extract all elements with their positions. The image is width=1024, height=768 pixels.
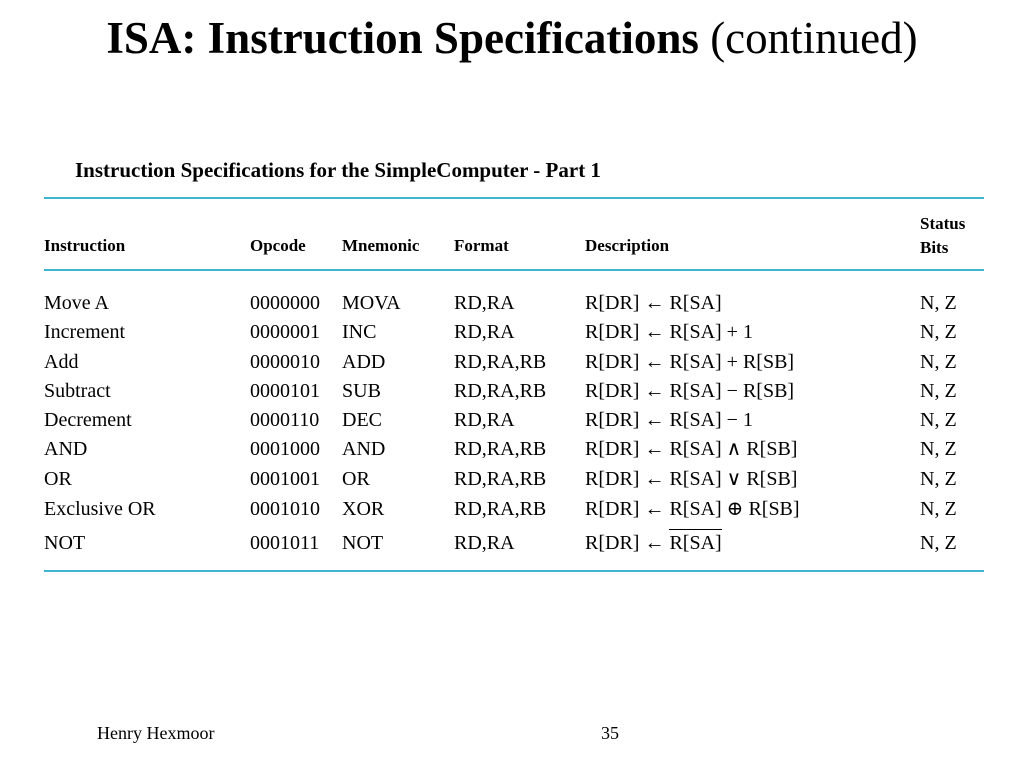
header-description: Description bbox=[585, 236, 670, 255]
footer-author: Henry Hexmoor bbox=[97, 723, 215, 743]
row-description-destination: R[DR] bbox=[585, 438, 640, 460]
row-format: RD,RA,RB bbox=[454, 351, 547, 373]
row-description bbox=[585, 291, 722, 315]
row-description-expression: R[SA] bbox=[669, 529, 721, 555]
row-opcode: 0001011 bbox=[250, 532, 320, 554]
row-status-bits: N, Z bbox=[920, 409, 957, 431]
row-instruction: Move A bbox=[44, 292, 109, 314]
assign-arrow-icon: ← bbox=[644, 468, 665, 490]
row-instruction: Increment bbox=[44, 321, 126, 343]
row-description-destination: R[DR] bbox=[585, 351, 640, 373]
row-status-bits: N, Z bbox=[920, 380, 957, 402]
row-description-destination: R[DR] bbox=[585, 292, 640, 314]
row-description-destination: R[DR] bbox=[585, 532, 640, 554]
header-status-line2: Bits bbox=[920, 238, 949, 257]
row-format: RD,RA,RB bbox=[454, 498, 547, 520]
row-instruction: Subtract bbox=[44, 380, 111, 402]
row-opcode: 0001010 bbox=[250, 498, 320, 520]
row-description-expression: R[SA] + R[SB] bbox=[669, 351, 795, 373]
assign-arrow-icon: ← bbox=[644, 321, 665, 343]
table-caption: Instruction Specifications for the SimpleComputer - Part 1 bbox=[75, 158, 601, 182]
row-status-bits: N, Z bbox=[920, 292, 957, 314]
row-instruction: Add bbox=[44, 351, 79, 373]
row-description-expression: R[SA] ∧ R[SB] bbox=[669, 438, 798, 460]
row-opcode: 0000000 bbox=[250, 292, 320, 314]
row-description-destination: R[DR] bbox=[585, 321, 640, 343]
row-description bbox=[585, 531, 722, 555]
row-description bbox=[585, 467, 797, 491]
row-opcode: 0001000 bbox=[250, 438, 320, 460]
row-opcode: 0000101 bbox=[250, 380, 320, 402]
row-status-bits: N, Z bbox=[920, 438, 957, 460]
slide-title-main: ISA: Instruction Specifications bbox=[106, 13, 699, 63]
header-format: Format bbox=[454, 236, 509, 255]
row-opcode: 0001001 bbox=[250, 468, 320, 490]
row-format: RD,RA,RB bbox=[454, 438, 547, 460]
assign-arrow-icon: ← bbox=[644, 292, 665, 314]
row-description-expression: R[SA] ∨ R[SB] bbox=[669, 468, 798, 490]
row-mnemonic: XOR bbox=[342, 498, 385, 520]
header-status-bits bbox=[920, 212, 965, 260]
row-description-destination: R[DR] bbox=[585, 468, 640, 490]
row-instruction: AND bbox=[44, 438, 88, 460]
header-mnemonic: Mnemonic bbox=[342, 236, 420, 255]
row-instruction: Decrement bbox=[44, 409, 132, 431]
row-description bbox=[585, 408, 753, 432]
row-instruction: NOT bbox=[44, 532, 86, 554]
row-description-destination: R[DR] bbox=[585, 380, 640, 402]
row-description-destination: R[DR] bbox=[585, 409, 640, 431]
table-header-rule bbox=[44, 269, 984, 271]
row-instruction: Exclusive OR bbox=[44, 498, 156, 520]
row-mnemonic: SUB bbox=[342, 380, 381, 402]
row-mnemonic: INC bbox=[342, 321, 377, 343]
row-format: RD,RA bbox=[454, 532, 515, 554]
row-mnemonic: DEC bbox=[342, 409, 382, 431]
row-status-bits: N, Z bbox=[920, 532, 957, 554]
assign-arrow-icon: ← bbox=[644, 380, 665, 402]
row-format: RD,RA bbox=[454, 321, 515, 343]
row-opcode: 0000001 bbox=[250, 321, 320, 343]
header-opcode: Opcode bbox=[250, 236, 306, 255]
row-format: RD,RA,RB bbox=[454, 380, 547, 402]
row-instruction: OR bbox=[44, 468, 72, 490]
row-status-bits: N, Z bbox=[920, 351, 957, 373]
row-status-bits: N, Z bbox=[920, 498, 957, 520]
row-mnemonic: OR bbox=[342, 468, 370, 490]
row-status-bits: N, Z bbox=[920, 321, 957, 343]
assign-arrow-icon: ← bbox=[644, 438, 665, 460]
page-number: 35 bbox=[601, 723, 619, 743]
slide-title-suffix: (continued) bbox=[698, 13, 918, 63]
row-description-expression: R[SA] + 1 bbox=[669, 321, 753, 343]
header-status-line1: Status bbox=[920, 214, 966, 233]
row-description-expression: R[SA] − R[SB] bbox=[669, 380, 795, 402]
row-opcode: 0000010 bbox=[250, 351, 320, 373]
row-description bbox=[585, 437, 797, 461]
row-format: RD,RA,RB bbox=[454, 468, 547, 490]
row-mnemonic: ADD bbox=[342, 351, 386, 373]
row-description-expression: R[SA] ⊕ R[SB] bbox=[669, 498, 800, 520]
row-description bbox=[585, 497, 800, 521]
row-description-destination: R[DR] bbox=[585, 498, 640, 520]
row-description-expression: R[SA] − 1 bbox=[669, 409, 753, 431]
assign-arrow-icon: ← bbox=[644, 351, 665, 373]
table-bottom-rule bbox=[44, 570, 984, 572]
table-top-rule bbox=[44, 197, 984, 199]
row-description-expression: R[SA] bbox=[669, 292, 722, 314]
row-mnemonic: MOVA bbox=[342, 292, 401, 314]
header-instruction: Instruction bbox=[44, 236, 126, 255]
row-format: RD,RA bbox=[454, 292, 515, 314]
row-mnemonic: NOT bbox=[342, 532, 384, 554]
row-mnemonic: AND bbox=[342, 438, 386, 460]
row-format: RD,RA bbox=[454, 409, 515, 431]
row-opcode: 0000110 bbox=[250, 409, 320, 431]
assign-arrow-icon: ← bbox=[644, 498, 665, 520]
row-description bbox=[585, 320, 753, 344]
row-description bbox=[585, 350, 794, 374]
row-description bbox=[585, 379, 794, 403]
assign-arrow-icon: ← bbox=[644, 409, 665, 431]
slide-title bbox=[0, 10, 1024, 66]
row-status-bits: N, Z bbox=[920, 468, 957, 490]
assign-arrow-icon: ← bbox=[644, 532, 665, 554]
